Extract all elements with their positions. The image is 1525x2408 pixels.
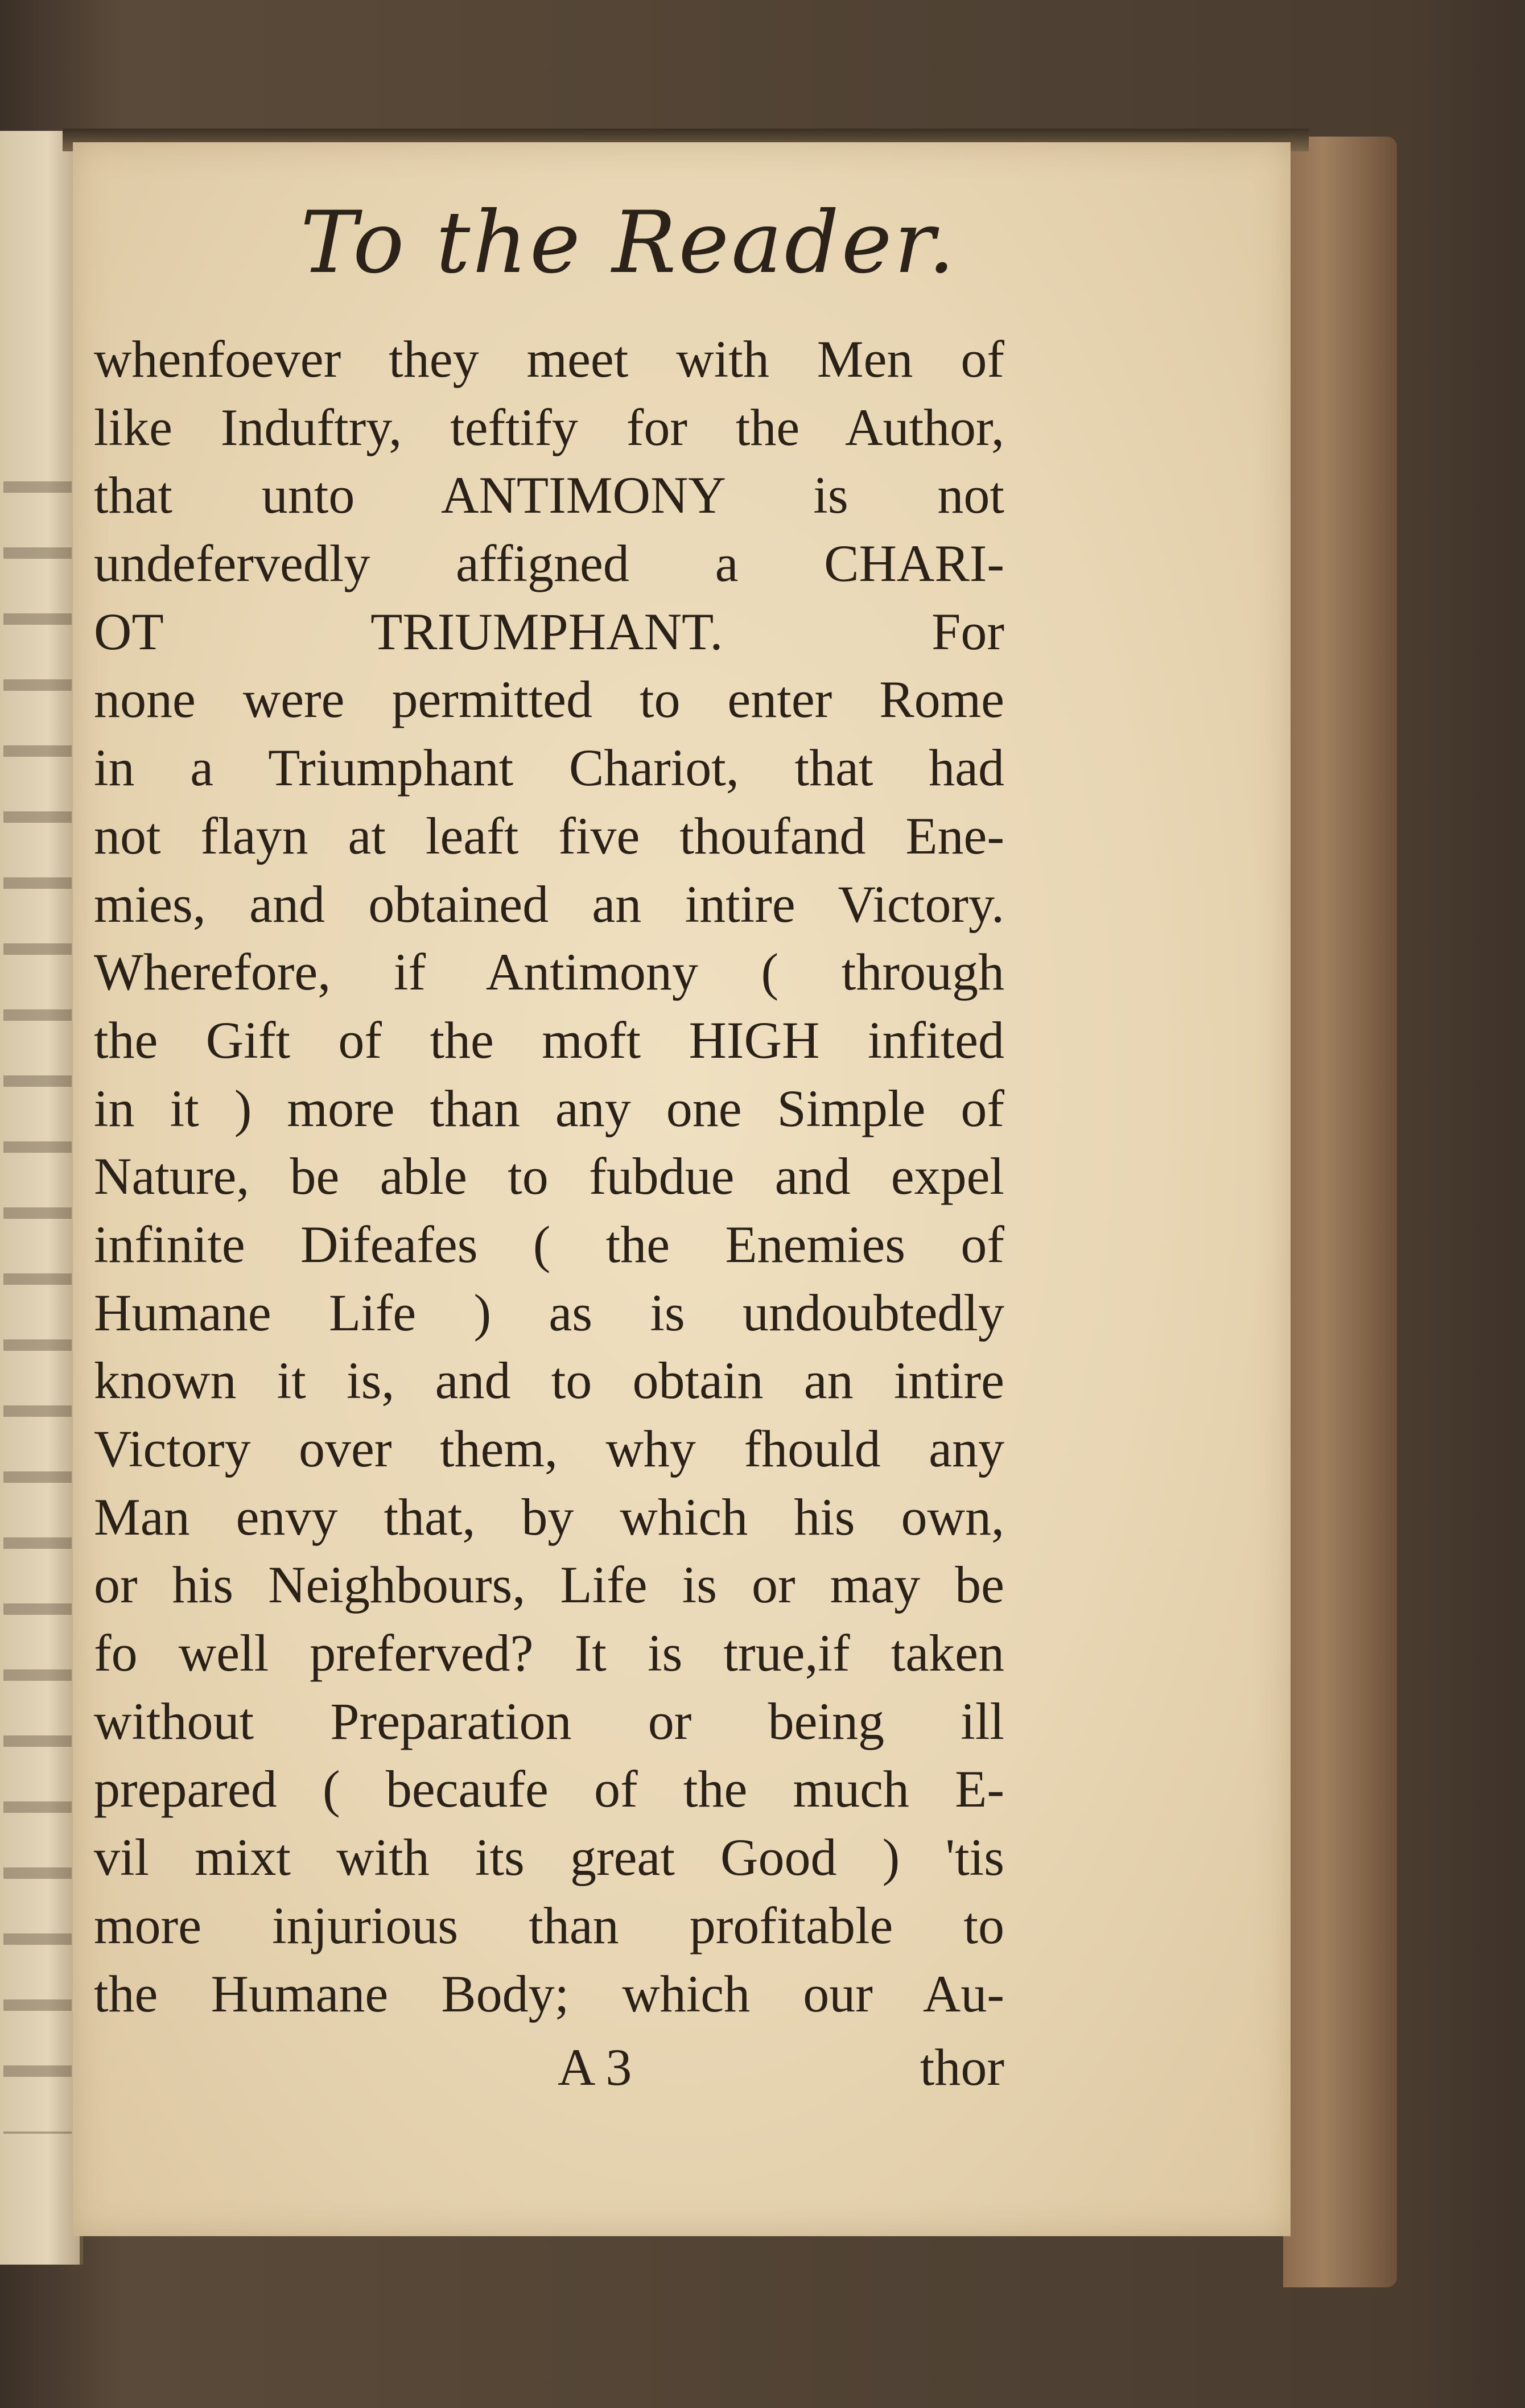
text-line: Wherefore, if Antimony ( through [94,943,1004,1001]
text-line: mies, and obtained an intire Victory. [94,875,1004,933]
text-line: in a Triumphant Chariot, that had [94,739,1004,797]
text-line: prepared ( becaufe of the much E- [94,1760,1004,1819]
running-head: To the Reader. [300,193,958,292]
text-line: known it is, and to obtain an intire [94,1351,1004,1410]
text-line: Man envy that, by which his own, [94,1487,1004,1546]
text-line: vil mixt with its great Good ) 'tis [94,1828,1004,1887]
signature-mark: A 3 [558,2038,632,2096]
text-line: whenfoever they meet with Men of [94,330,1004,388]
text-line: Humane Life ) as is undoubtedly [94,1283,1004,1342]
text-line: none were permitted to enter Rome [94,670,1004,729]
text-line: Nature, be able to fubdue and expel [94,1147,1004,1206]
body-text [94,325,1004,2028]
text-line: or his Neighbours, Life is or may be [94,1556,1004,1614]
book-cover-edge [1283,137,1397,2287]
text-line: like Induftry, teftify for the Author, [94,398,1004,456]
text-line: in it ) more than any one Simple of [94,1079,1004,1137]
text-line: more injurious than profitable to [94,1896,1004,1955]
text-line: without Preparation or being ill [94,1692,1004,1750]
text-line: not flayn at leaft five thoufand Ene- [94,806,1004,865]
page-footer [94,2037,1004,2105]
text-line: the Gift of the moft HIGH infited [94,1011,1004,1069]
facing-page-edge [0,131,83,2265]
text-line: that unto ANTIMONY is not [94,466,1004,525]
text-line: the Humane Body; which our Au- [94,1964,1004,2023]
text-line: Victory over them, why fhould any [94,1420,1004,1478]
text-line: fo well preferved? It is true,if taken [94,1624,1004,1683]
text-line: undefervedly affigned a CHARI- [94,534,1004,593]
facing-page-text-fragments [3,427,72,2134]
text-line: infinite Difeafes ( the Enemies of [94,1215,1004,1273]
text-line: OT TRIUMPHANT. For [94,602,1004,661]
catchword: thor [920,2038,1004,2096]
